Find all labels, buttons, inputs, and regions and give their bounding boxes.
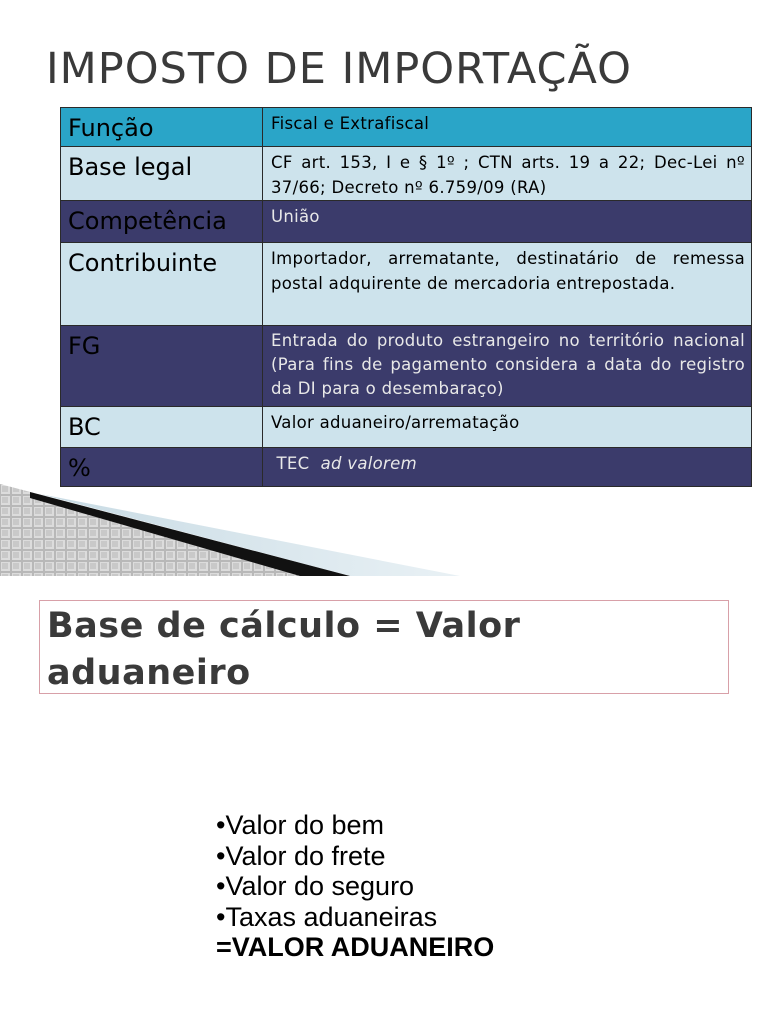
table-row	[61, 326, 752, 407]
row-value-funcao: Fiscal e Extrafiscal	[263, 108, 752, 147]
row-label-bc: BC	[61, 407, 263, 448]
row-value-fg: Entrada do produto estrangeiro no território nacional (Para fins de pagamento considera a data do registro da DI para o desembaraço)	[263, 326, 752, 407]
table-row	[61, 108, 752, 147]
page-title: IMPOSTO DE IMPORTAÇÃO	[46, 44, 633, 94]
table-row	[61, 147, 752, 201]
list-total: =VALOR ADUANEIRO	[216, 932, 495, 962]
rate-italic: ad valorem	[320, 454, 417, 473]
list-item: •Valor do seguro	[216, 871, 415, 901]
row-label-contribuinte: Contribuinte	[61, 243, 263, 326]
row-label-funcao: Função	[61, 108, 263, 147]
tax-info-table	[60, 107, 752, 487]
row-value-base-legal: CF art. 153, I e § 1º ; CTN arts. 19 a 22; Dec-Lei nº 37/66; Decreto nº 6.759/09 (RA)	[263, 147, 752, 201]
formula-box	[39, 600, 729, 694]
row-value-contribuinte: Importador, arrematante, destinatário de remessa postal adquirente de mercadoria entrepostada.	[263, 243, 752, 326]
row-value-competencia: União	[263, 201, 752, 243]
table-row	[61, 448, 752, 487]
table-row	[61, 407, 752, 448]
list-item: •Taxas aduaneiras	[216, 901, 438, 932]
row-label-percent: %	[61, 448, 263, 487]
list-item: •Valor do frete	[216, 840, 386, 871]
decorative-band	[0, 484, 768, 584]
row-label-fg: FG	[61, 326, 263, 407]
table-row	[61, 201, 752, 243]
row-value-bc: Valor aduaneiro/arrematação	[263, 407, 752, 448]
row-value-percent	[263, 448, 752, 487]
rate-prefix: TEC	[271, 454, 321, 473]
table-row	[61, 243, 752, 326]
formula-text: Base de cálculo = Valor aduaneiro	[47, 606, 521, 693]
value-components-list	[216, 810, 494, 963]
list-item: •Valor do bem	[216, 810, 385, 840]
row-label-competencia: Competência	[61, 201, 263, 243]
row-label-base-legal: Base legal	[61, 147, 263, 201]
